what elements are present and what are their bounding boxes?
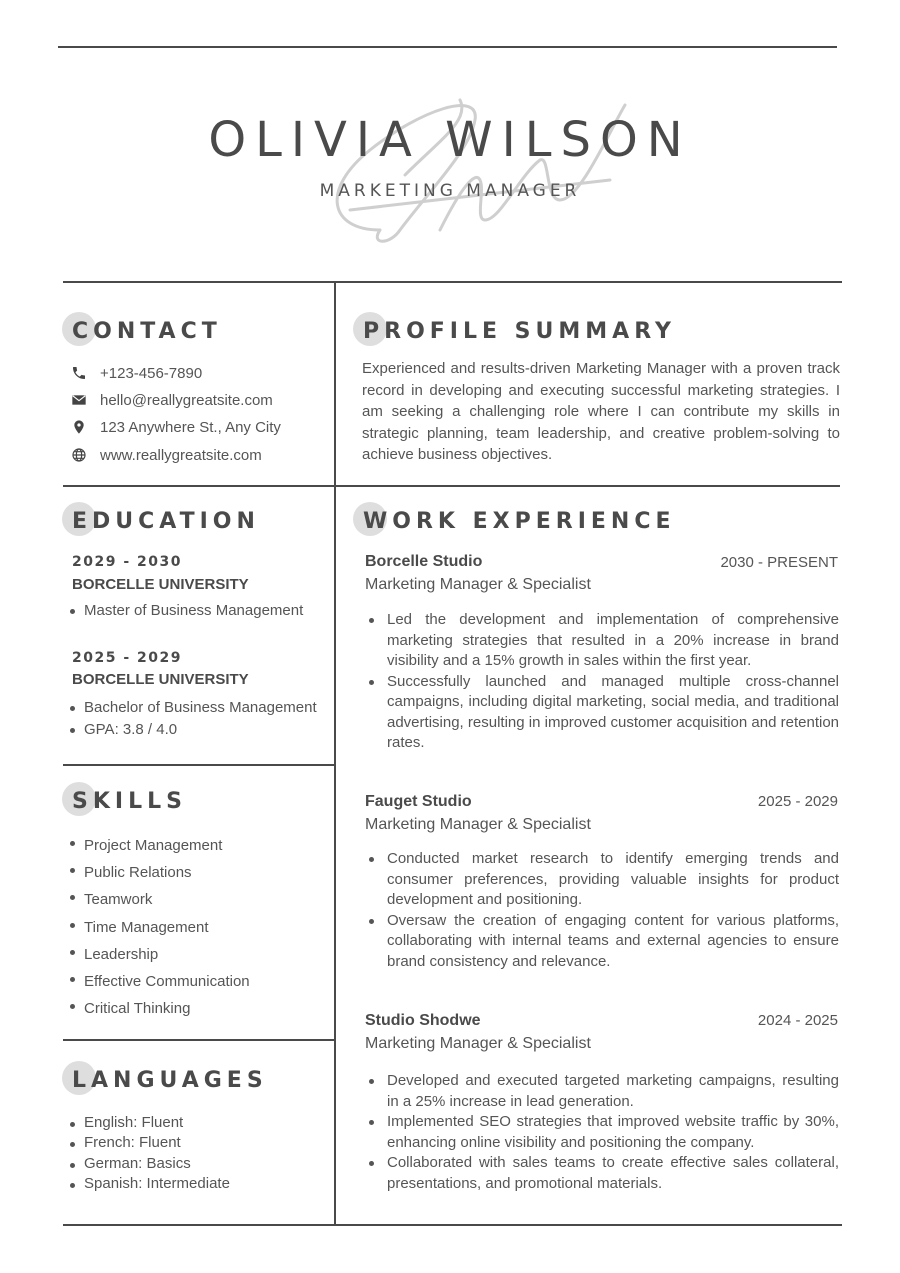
job-role-2: Marketing Manager & Specialist [365, 816, 591, 833]
list-item: Led the development and implementation of comprehensive marketing strategies that resulted in a 20% increase in brand visibility and a 15% growth in sales within the first year. [365, 610, 839, 672]
languages-heading: LANGUAGES [72, 1068, 268, 1093]
profile-heading: PROFILE SUMMARY [363, 319, 676, 344]
job-role-3: Marketing Manager & Specialist [365, 1035, 591, 1052]
job-role-1: Marketing Manager & Specialist [365, 576, 591, 593]
list-item: Implemented SEO strategies that improved website traffic by 30%, enhancing online visibility and positioning the company. [365, 1112, 839, 1153]
education-details-1 [70, 600, 303, 622]
skills-heading: SKILLS [72, 789, 187, 814]
left-rule-skills [63, 764, 334, 766]
list-item: Effective Communication [70, 968, 250, 995]
contact-address: 123 Anywhere St., Any City [70, 416, 281, 438]
list-item: Conducted market research to identify emerging trends and consumer preferences, providing valuable insights for product development and positioning. [365, 849, 839, 911]
education-heading: EDUCATION [72, 509, 260, 534]
left-rule-languages [63, 1039, 334, 1041]
job-company-1: Borcelle Studio [365, 553, 483, 570]
list-item: German: Basics [70, 1154, 230, 1174]
list-item: French: Fluent [70, 1133, 230, 1153]
list-item: Collaborated with sales teams to create effective sales collateral, presentations, and promotional materials. [365, 1153, 839, 1194]
job-bullets-2 [365, 849, 839, 972]
education-years-2: 2025 - 2029 [72, 650, 182, 666]
job-company-2: Fauget Studio [365, 793, 472, 810]
list-item: Oversaw the creation of engaging content for various platforms, collaborating with internal teams and external agencies to ensure brand consistency and relevance. [365, 911, 839, 973]
job-company-3: Studio Shodwe [365, 1012, 481, 1029]
globe-icon [70, 446, 88, 464]
list-item: Time Management [70, 914, 250, 941]
resume-header [0, 60, 900, 260]
grid-rule-mid [63, 485, 840, 487]
candidate-name: OLIVIA WILSON [208, 112, 692, 168]
grid-rule-top [63, 281, 842, 283]
list-item: Teamwork [70, 886, 250, 913]
languages-list [70, 1113, 230, 1194]
list-item: Successfully launched and managed multiple cross-channel campaigns, including digital marketing, social media, and traditional advertising, resulting in improved customer acquisition and retention rates. [365, 672, 839, 754]
education-details-2 [70, 697, 317, 741]
top-rule [58, 46, 837, 48]
list-item: Spanish: Intermediate [70, 1174, 230, 1194]
list-item: Bachelor of Business Management [70, 697, 317, 719]
location-pin-icon [70, 418, 88, 436]
list-item: Master of Business Management [70, 600, 303, 622]
list-item: Critical Thinking [70, 995, 250, 1022]
mail-icon [70, 391, 88, 409]
list-item: Leadership [70, 941, 250, 968]
bottom-rule [63, 1224, 842, 1226]
list-item: Project Management [70, 832, 250, 859]
contact-email: hello@reallygreatsite.com [70, 389, 273, 411]
list-item: Public Relations [70, 859, 250, 886]
job-dates-3: 2024 - 2025 [757, 1012, 838, 1029]
work-heading: WORK EXPERIENCE [363, 509, 676, 534]
contact-phone: +123-456-7890 [70, 362, 202, 384]
job-dates-2: 2025 - 2029 [757, 793, 838, 810]
list-item: Developed and executed targeted marketing campaigns, resulting in a 25% increase in lead generation. [365, 1071, 839, 1112]
candidate-title: MARKETING MANAGER [319, 181, 581, 201]
contact-website: www.reallygreatsite.com [70, 444, 262, 466]
phone-icon [70, 364, 88, 382]
education-years-1: 2029 - 2030 [72, 554, 182, 570]
education-school-1: BORCELLE UNIVERSITY [72, 576, 249, 593]
contact-heading: CONTACT [72, 319, 222, 344]
profile-summary-text: Experienced and results-driven Marketing Manager with a proven track record in developing and executing successful marketing strategies. I am seeking a challenging role where I can contribute my skills in strategic planning, team leadership, and creative problem-solving to achieve business objectives. [362, 360, 840, 463]
job-dates-1: 2030 - PRESENT [720, 554, 838, 571]
job-bullets-3 [365, 1071, 839, 1194]
education-school-2: BORCELLE UNIVERSITY [72, 671, 249, 688]
list-item: GPA: 3.8 / 4.0 [70, 719, 317, 741]
job-bullets-1 [365, 610, 839, 754]
list-item: English: Fluent [70, 1113, 230, 1133]
skills-list [70, 832, 250, 1022]
column-divider [334, 281, 336, 1225]
